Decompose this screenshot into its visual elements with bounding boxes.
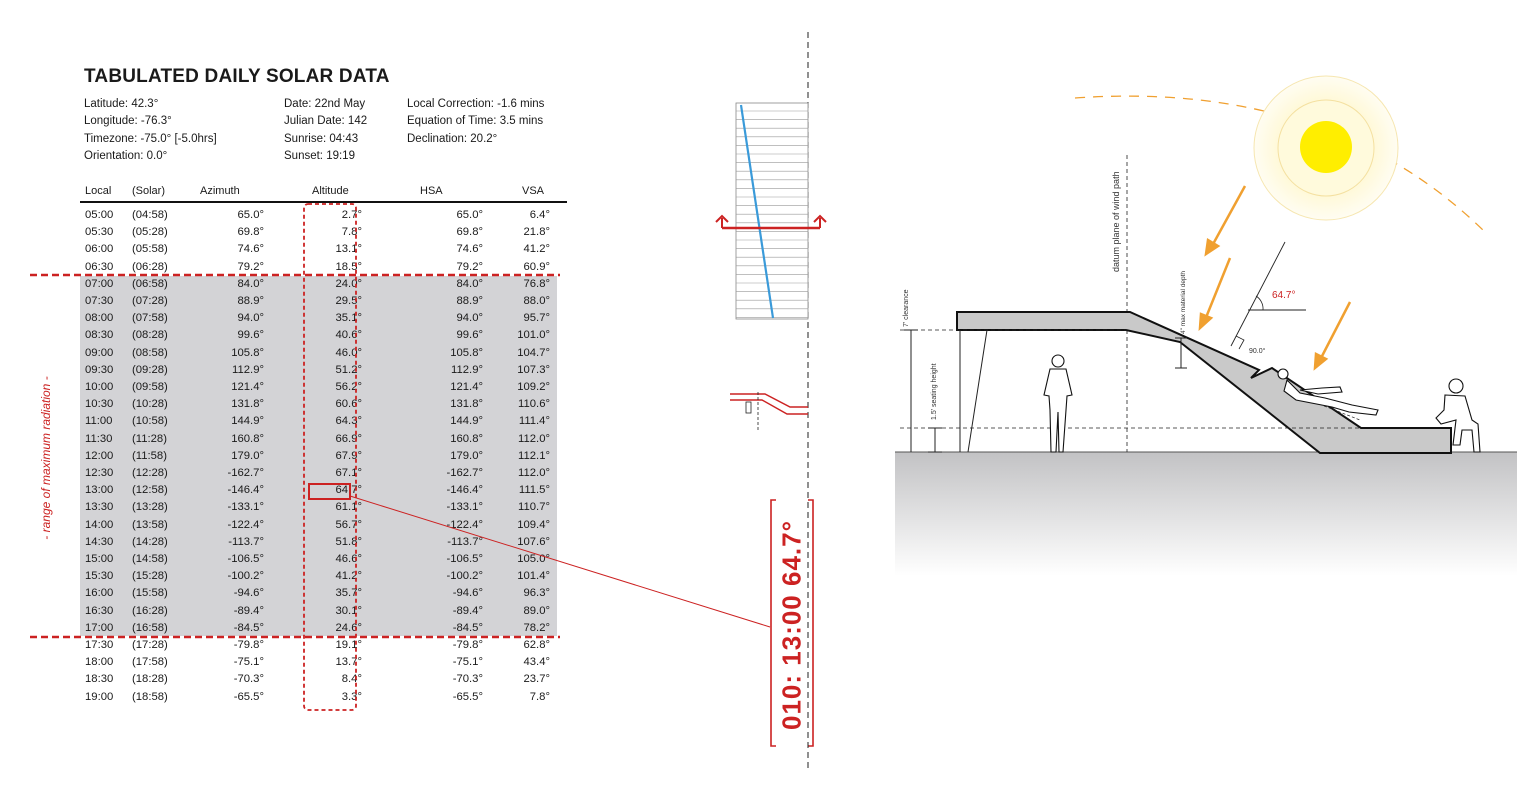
cell-azimuth: -146.4° bbox=[227, 484, 264, 497]
cell-solar: (13:58) bbox=[132, 518, 168, 531]
cell-hsa: 94.0° bbox=[456, 312, 483, 325]
cell-altitude: 35.7° bbox=[335, 587, 362, 600]
cell-altitude: 2.7° bbox=[341, 209, 362, 221]
cell-vsa: 112.0° bbox=[518, 432, 550, 445]
cell-vsa: 21.8° bbox=[523, 226, 550, 239]
cell-altitude: 67.1° bbox=[335, 467, 362, 479]
declination-value: Declination: 20.2° bbox=[407, 132, 498, 145]
plan-thumbnail bbox=[730, 392, 808, 432]
cell-solar: (06:28) bbox=[132, 260, 168, 273]
louver-stack bbox=[736, 103, 808, 319]
cell-vsa: 89.0° bbox=[523, 604, 550, 617]
sun-icon bbox=[1254, 76, 1398, 220]
cell-altitude: 40.6° bbox=[335, 329, 362, 342]
cell-hsa: 84.0° bbox=[456, 277, 483, 290]
right-angle-label: 90.0° bbox=[1249, 348, 1266, 355]
cell-azimuth: -79.8° bbox=[233, 639, 264, 651]
cell-vsa: 111.5° bbox=[518, 484, 550, 497]
altitude-column-bracket bbox=[304, 204, 356, 710]
cell-solar: (11:28) bbox=[132, 432, 167, 445]
cell-vsa: 112.1° bbox=[518, 449, 550, 462]
cell-hsa: 144.9° bbox=[450, 415, 483, 428]
cell-hsa: -113.7° bbox=[447, 535, 483, 548]
cell-altitude: 19.1° bbox=[335, 639, 362, 651]
cell-vsa: 110.6° bbox=[518, 398, 550, 411]
cell-local: 09:00 bbox=[85, 346, 114, 359]
sunset-value: Sunset: 19:19 bbox=[284, 150, 355, 163]
cell-vsa: 62.8° bbox=[523, 639, 550, 651]
cell-local: 17:00 bbox=[85, 621, 114, 634]
cell-solar: (18:58) bbox=[132, 690, 168, 703]
cell-hsa: -94.6° bbox=[452, 587, 483, 600]
standing-person-icon bbox=[1044, 355, 1072, 452]
cell-local: 10:00 bbox=[85, 381, 114, 393]
cell-vsa: 43.4° bbox=[523, 656, 550, 669]
cell-altitude: 64.3° bbox=[335, 415, 362, 428]
cell-vsa: 105.0° bbox=[517, 553, 550, 565]
cell-local: 05:00 bbox=[85, 209, 114, 221]
cell-local: 09:30 bbox=[85, 363, 114, 376]
cell-solar: (18:28) bbox=[132, 673, 168, 686]
clearance-label: 7' clearance bbox=[903, 289, 910, 327]
cell-azimuth: 94.0° bbox=[237, 312, 264, 325]
cell-vsa: 96.3° bbox=[523, 587, 550, 600]
cell-local: 13:00 bbox=[85, 484, 114, 497]
cell-altitude: 46.0° bbox=[335, 346, 362, 359]
cell-azimuth: 99.6° bbox=[237, 329, 264, 342]
cell-altitude: 29.5° bbox=[335, 295, 362, 307]
seating-height-label: 1.5' seating height bbox=[931, 363, 938, 420]
material-depth-label: 4" max material depth bbox=[1180, 270, 1187, 334]
cell-altitude: 64.7° bbox=[335, 484, 362, 497]
cell-vsa: 6.4° bbox=[529, 209, 550, 221]
sun-angle-label: 64.7° bbox=[1272, 290, 1296, 301]
cell-local: 16:00 bbox=[85, 587, 114, 600]
cell-altitude: 35.1° bbox=[335, 312, 362, 325]
cell-solar: (07:58) bbox=[132, 312, 168, 325]
cell-local: 14:00 bbox=[85, 518, 114, 531]
cell-solar: (12:28) bbox=[132, 467, 168, 479]
cell-solar: (15:58) bbox=[132, 587, 168, 600]
cell-azimuth: -89.4° bbox=[233, 604, 264, 617]
cell-altitude: 51.2° bbox=[335, 363, 362, 376]
cell-altitude: 51.8° bbox=[335, 535, 362, 548]
cell-azimuth: 69.8° bbox=[237, 226, 264, 239]
page-title: TABULATED DAILY SOLAR DATA bbox=[84, 66, 390, 87]
cell-solar: (10:58) bbox=[132, 415, 168, 428]
cell-azimuth: -122.4° bbox=[227, 518, 264, 531]
cell-hsa: -75.1° bbox=[452, 656, 483, 669]
cell-local: 19:00 bbox=[85, 690, 114, 703]
cell-azimuth: -84.5° bbox=[233, 621, 264, 634]
cell-local: 07:00 bbox=[85, 277, 114, 290]
cell-solar: (07:28) bbox=[132, 295, 168, 307]
cell-hsa: -146.4° bbox=[446, 484, 483, 497]
cell-altitude: 24.0° bbox=[335, 277, 362, 290]
cell-azimuth: 88.9° bbox=[237, 295, 264, 307]
cell-vsa: 111.4° bbox=[518, 415, 550, 428]
cell-azimuth: -65.5° bbox=[233, 690, 264, 703]
cell-vsa: 101.0° bbox=[517, 329, 550, 342]
cell-solar: (17:58) bbox=[132, 656, 168, 669]
cell-local: 12:00 bbox=[85, 449, 114, 462]
cell-local: 18:30 bbox=[85, 673, 114, 686]
cell-hsa: 121.4° bbox=[450, 381, 483, 393]
cell-altitude: 13.1° bbox=[335, 243, 362, 256]
cell-azimuth: -70.3° bbox=[233, 673, 264, 686]
cell-local: 15:00 bbox=[85, 553, 114, 565]
latitude-value: Latitude: 42.3° bbox=[84, 98, 159, 110]
cell-vsa: 60.9° bbox=[523, 260, 550, 273]
cell-solar: (05:58) bbox=[132, 243, 168, 256]
cell-local: 15:30 bbox=[85, 570, 114, 583]
cell-local: 18:00 bbox=[85, 656, 114, 669]
cell-vsa: 95.7° bbox=[523, 312, 550, 325]
canopy-structure bbox=[957, 312, 1451, 453]
cell-solar: (09:28) bbox=[132, 363, 168, 376]
cell-vsa: 107.3° bbox=[517, 363, 550, 376]
ground bbox=[895, 452, 1517, 576]
cell-solar: (12:58) bbox=[132, 484, 168, 497]
callout-bracket bbox=[771, 500, 813, 746]
cell-altitude: 8.4° bbox=[341, 673, 362, 686]
cell-altitude: 24.6° bbox=[335, 621, 362, 634]
cell-local: 08:30 bbox=[85, 329, 114, 342]
cell-local: 16:30 bbox=[85, 604, 114, 617]
cell-hsa: 179.0° bbox=[450, 449, 483, 462]
cell-vsa: 76.8° bbox=[523, 277, 550, 290]
cell-vsa: 23.7° bbox=[523, 673, 550, 686]
cell-local: 06:00 bbox=[85, 243, 114, 256]
cell-solar: (08:28) bbox=[132, 329, 168, 342]
cell-altitude: 46.6° bbox=[335, 553, 362, 565]
cell-solar: (06:58) bbox=[132, 277, 168, 290]
cell-altitude: 61.1° bbox=[335, 501, 362, 514]
equation-of-time-value: Equation of Time: 3.5 mins bbox=[407, 115, 544, 128]
cell-hsa: 74.6° bbox=[456, 243, 483, 256]
section-diagram bbox=[895, 76, 1517, 576]
cell-local: 11:00 bbox=[85, 415, 113, 428]
date-value: Date: 22nd May bbox=[284, 98, 366, 110]
cell-hsa: 160.8° bbox=[450, 432, 483, 445]
cell-hsa: -100.2° bbox=[446, 570, 483, 583]
cell-hsa: 112.9° bbox=[451, 363, 483, 376]
range-label: - range of maximum radiation - bbox=[39, 376, 53, 540]
cell-solar: (05:28) bbox=[132, 226, 168, 239]
cell-solar: (09:58) bbox=[132, 381, 168, 393]
cell-hsa: -84.5° bbox=[452, 621, 483, 634]
cell-vsa: 104.7° bbox=[517, 346, 550, 359]
cell-hsa: 99.6° bbox=[456, 329, 483, 342]
julian-date-value: Julian Date: 142 bbox=[284, 115, 368, 128]
cell-local: 12:30 bbox=[85, 467, 114, 479]
cell-altitude: 60.6° bbox=[335, 398, 362, 411]
cell-vsa: 109.4° bbox=[517, 518, 550, 531]
cell-local: 13:30 bbox=[85, 501, 114, 514]
cell-azimuth: 144.9° bbox=[231, 415, 264, 428]
wind-datum-label: datum plane of wind path bbox=[1111, 171, 1121, 272]
cell-local: 06:30 bbox=[85, 260, 114, 273]
cell-altitude: 41.2° bbox=[335, 570, 362, 583]
cell-solar: (13:28) bbox=[132, 501, 168, 514]
cell-vsa: 78.2° bbox=[523, 621, 550, 634]
cell-hsa: -65.5° bbox=[452, 690, 483, 703]
cell-altitude: 67.9° bbox=[335, 449, 362, 462]
local-correction-value: Local Correction: -1.6 mins bbox=[407, 98, 545, 110]
cell-vsa: 88.0° bbox=[523, 295, 550, 307]
cell-azimuth: 105.8° bbox=[231, 346, 264, 359]
cell-altitude: 13.7° bbox=[335, 656, 362, 669]
cell-vsa: 110.7° bbox=[518, 501, 550, 514]
cell-hsa: -79.8° bbox=[452, 639, 483, 651]
cell-altitude: 30.1° bbox=[335, 604, 362, 617]
cell-azimuth: 112.9° bbox=[232, 363, 264, 376]
cell-azimuth: -100.2° bbox=[227, 570, 264, 583]
cell-solar: (16:58) bbox=[132, 621, 168, 634]
cell-altitude: 56.7° bbox=[335, 518, 362, 531]
cell-azimuth: 84.0° bbox=[237, 277, 264, 290]
cell-hsa: 131.8° bbox=[450, 398, 483, 411]
highlight-cell-box bbox=[309, 484, 350, 499]
cell-altitude: 56.2° bbox=[335, 381, 362, 393]
cell-vsa: 112.0° bbox=[518, 467, 550, 479]
cell-vsa: 107.6° bbox=[517, 535, 550, 548]
longitude-value: Longitude: -76.3° bbox=[84, 115, 172, 128]
cell-solar: (15:28) bbox=[132, 570, 168, 583]
cell-local: 05:30 bbox=[85, 226, 114, 239]
cell-hsa: -89.4° bbox=[452, 604, 483, 617]
cell-solar: (14:58) bbox=[132, 553, 168, 565]
cell-vsa: 109.2° bbox=[517, 381, 550, 393]
cell-azimuth: -133.1° bbox=[227, 501, 264, 514]
cell-azimuth: -94.6° bbox=[233, 587, 264, 600]
cell-azimuth: -75.1° bbox=[233, 656, 264, 669]
cell-local: 11:30 bbox=[85, 432, 113, 445]
header-altitude: Altitude bbox=[312, 185, 349, 197]
cell-hsa: -162.7° bbox=[446, 467, 483, 479]
cell-hsa: -70.3° bbox=[452, 673, 483, 686]
cell-hsa: 65.0° bbox=[456, 209, 483, 221]
callout-label: 010: 13:00 64.7° bbox=[776, 520, 807, 730]
cell-hsa: -122.4° bbox=[446, 518, 483, 531]
cell-altitude: 18.5° bbox=[335, 260, 362, 273]
timezone-value: Timezone: -75.0° [-5.0hrs] bbox=[84, 132, 217, 145]
cell-azimuth: 160.8° bbox=[231, 432, 264, 445]
header-solar: (Solar) bbox=[132, 185, 166, 197]
sunrise-value: Sunrise: 04:43 bbox=[284, 132, 359, 145]
cell-solar: (17:28) bbox=[132, 639, 168, 651]
cell-local: 14:30 bbox=[85, 535, 114, 548]
cell-solar: (04:58) bbox=[132, 209, 168, 221]
cell-hsa: 88.9° bbox=[456, 295, 483, 307]
cell-hsa: -106.5° bbox=[446, 553, 483, 565]
cell-vsa: 7.8° bbox=[529, 690, 550, 703]
cell-vsa: 41.2° bbox=[523, 243, 550, 256]
cell-altitude: 66.9° bbox=[335, 432, 362, 445]
header-azimuth: Azimuth bbox=[200, 185, 240, 197]
cell-local: 10:30 bbox=[85, 398, 114, 411]
header-local: Local bbox=[85, 185, 112, 197]
cell-azimuth: -162.7° bbox=[227, 467, 264, 479]
cell-azimuth: 131.8° bbox=[231, 398, 264, 411]
cell-solar: (10:28) bbox=[132, 398, 168, 411]
cell-vsa: 101.4° bbox=[517, 570, 550, 583]
cell-solar: (14:28) bbox=[132, 535, 168, 548]
cell-hsa: 105.8° bbox=[450, 346, 483, 359]
cell-local: 17:30 bbox=[85, 639, 114, 651]
cell-hsa: 79.2° bbox=[456, 260, 483, 273]
callout-leader-line bbox=[350, 496, 770, 627]
cell-azimuth: 74.6° bbox=[237, 243, 264, 256]
cell-solar: (16:28) bbox=[132, 604, 168, 617]
cell-solar: (11:58) bbox=[132, 449, 167, 462]
cell-azimuth: -113.7° bbox=[228, 535, 264, 548]
header-vsa: VSA bbox=[522, 185, 545, 197]
cell-solar: (08:58) bbox=[132, 346, 168, 359]
cell-hsa: 69.8° bbox=[456, 226, 483, 239]
cell-local: 08:00 bbox=[85, 312, 114, 325]
orientation-value: Orientation: 0.0° bbox=[84, 150, 168, 163]
cell-azimuth: 65.0° bbox=[237, 209, 264, 221]
cell-azimuth: 179.0° bbox=[231, 449, 264, 462]
cell-hsa: -133.1° bbox=[446, 501, 483, 514]
cell-azimuth: 79.2° bbox=[237, 260, 264, 273]
cell-azimuth: -106.5° bbox=[227, 553, 264, 565]
cell-altitude: 7.8° bbox=[341, 226, 362, 239]
cell-local: 07:30 bbox=[85, 295, 114, 307]
cell-azimuth: 121.4° bbox=[231, 381, 264, 393]
header-hsa: HSA bbox=[420, 185, 443, 197]
cell-altitude: 3.3° bbox=[341, 690, 362, 703]
